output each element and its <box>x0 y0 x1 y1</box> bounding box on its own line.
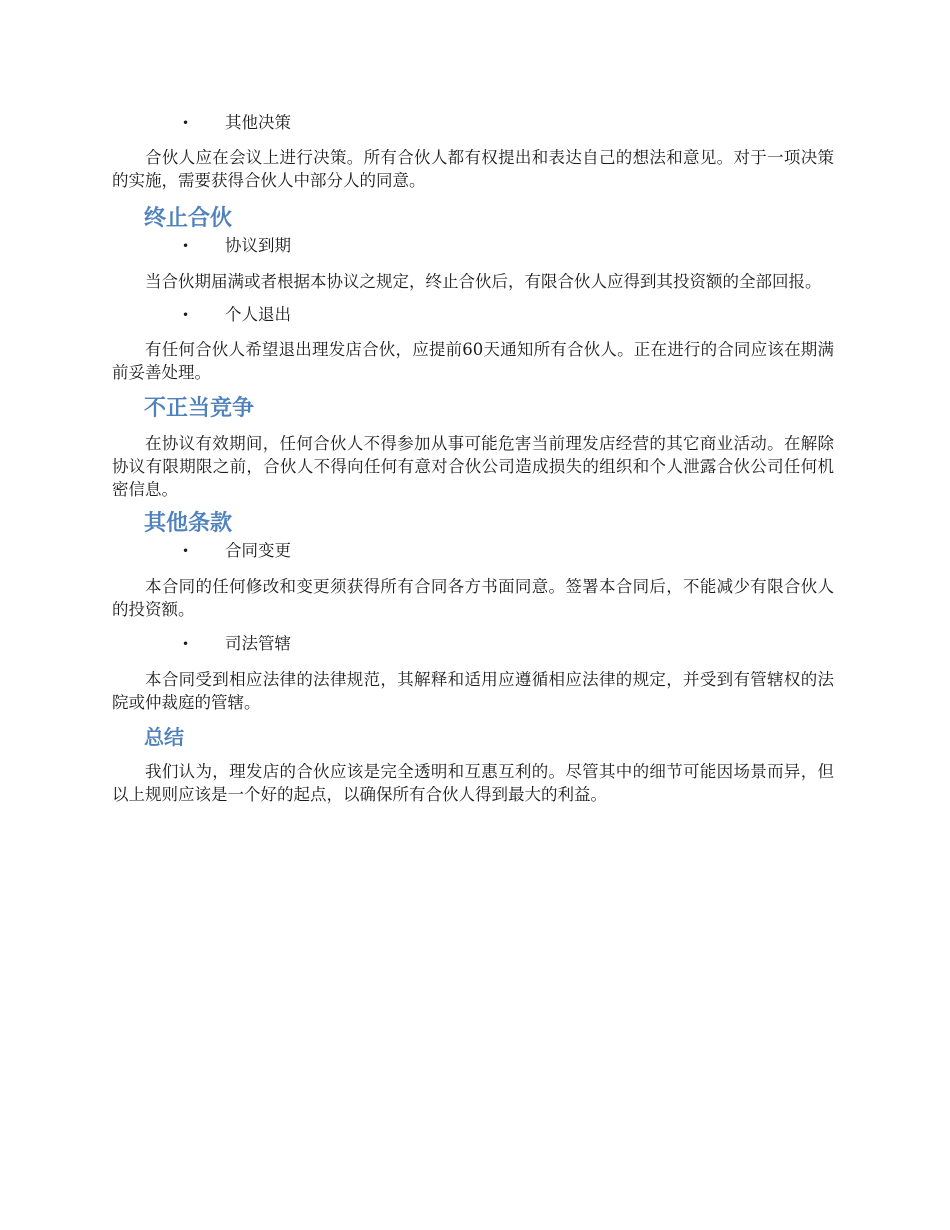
bullet-item <box>112 632 834 656</box>
paragraph: 我们认为，理发店的合伙应该是完全透明和互惠互利的。尽管其中的细节可能因场景而异，但以上规则应该是一个好的起点，以确保所有合伙人得到最大的利益。 <box>112 762 834 804</box>
bullet-label: 其他决策 <box>225 113 291 132</box>
bullet-label: 司法管辖 <box>225 634 291 653</box>
section-heading: 终止合伙 <box>144 206 233 231</box>
bullet-label: 个人退出 <box>225 305 291 324</box>
bullet-item <box>112 303 834 327</box>
bullet-item <box>112 539 834 563</box>
paragraph: 有任何合伙人希望退出理发店合伙，应提前60天通知所有合伙人。正在进行的合同应该在期满前妥善处理。 <box>112 340 834 382</box>
section-heading: 其他条款 <box>144 511 233 536</box>
section-heading: 不正当竞争 <box>144 396 255 421</box>
bullet-dot-icon: • <box>182 239 190 253</box>
paragraph: 合伙人应在会议上进行决策。所有合伙人都有权提出和表达自己的想法和意见。对于一项决策的实施，需要获得合伙人中部分人的同意。 <box>112 148 834 190</box>
bullet-item <box>112 111 834 135</box>
bullet-dot-icon: • <box>182 116 190 130</box>
paragraph: 在协议有效期间，任何合伙人不得参加从事可能危害当前理发店经营的其它商业活动。在解除协议有限期限之前，合伙人不得向任何有意对合伙公司造成损失的组织和个人泄露合伙公司任何机密信息。 <box>112 434 834 499</box>
paragraph: 本合同受到相应法律的法律规范，其解释和适用应遵循相应法律的规定，并受到有管辖权的法院或仲裁庭的管辖。 <box>112 670 834 712</box>
bullet-dot-icon: • <box>182 637 190 651</box>
bullet-label: 协议到期 <box>225 236 291 255</box>
document-body <box>112 111 834 806</box>
bullet-dot-icon: • <box>182 308 190 322</box>
bullet-dot-icon: • <box>182 544 190 558</box>
paragraph: 本合同的任何修改和变更须获得所有合同各方书面同意。签署本合同后，不能减少有限合伙人的投资额。 <box>112 577 834 619</box>
bullet-label: 合同变更 <box>225 541 291 560</box>
bullet-item <box>112 234 834 258</box>
section-heading: 总结 <box>144 725 184 749</box>
paragraph: 当合伙期届满或者根据本协议之规定，终止合伙后，有限合伙人应得到其投资额的全部回报。 <box>145 272 822 291</box>
